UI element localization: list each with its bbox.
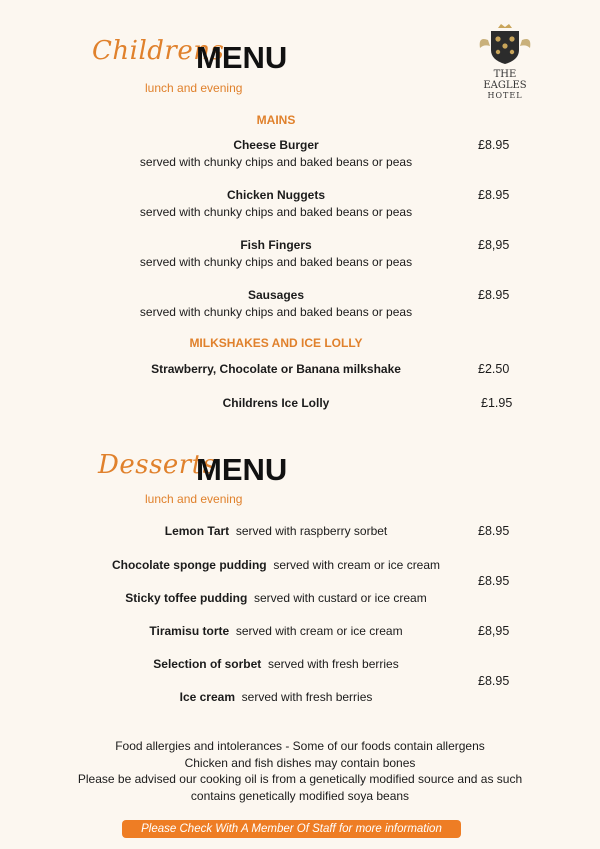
drink-item-name: Childrens Ice Lolly <box>222 396 330 410</box>
drink-item-price: £1.95 <box>481 396 513 410</box>
dessert-name: Selection of sorbet <box>153 657 262 671</box>
desserts-menu-title: MENU <box>196 452 288 487</box>
dessert-name: Lemon Tart <box>164 524 230 538</box>
allergen-line: Please be advised our cooking oil is from a genetically modified source and as such <box>77 772 523 786</box>
menu-item <box>120 138 432 169</box>
dessert-name: Ice cream <box>179 690 235 704</box>
dessert-desc: served with custard or ice cream <box>253 591 427 605</box>
drinks-heading: MILKSHAKES AND ICE LOLLY <box>189 336 363 350</box>
item-price: £8.95 <box>478 138 510 152</box>
childrens-script-title: Childrens <box>92 36 225 66</box>
allergen-notice <box>0 738 600 804</box>
dessert-desc: served with cream or ice cream <box>235 624 403 638</box>
allergen-line: Chicken and fish dishes may contain bones <box>184 755 416 770</box>
dessert-price: £8.95 <box>478 574 510 588</box>
childrens-menu-title: MENU <box>196 40 288 75</box>
childrens-subtitle: lunch and evening <box>145 81 243 95</box>
desserts-script-title: Desserts <box>98 450 217 480</box>
hotel-subtitle: HOTEL <box>487 91 523 100</box>
dessert-price: £8.95 <box>478 524 510 538</box>
drink-item-name: Strawberry, Chocolate or Banana milkshake <box>151 362 401 376</box>
item-name: Chicken Nuggets <box>226 188 325 202</box>
staff-info-banner: Please Check With A Member Of Staff for more information <box>122 820 461 838</box>
hotel-name: THE EAGLES <box>483 69 527 91</box>
dessert-item <box>60 657 492 671</box>
item-price: £8.95 <box>478 188 510 202</box>
dessert-desc: served with cream or ice cream <box>273 558 441 572</box>
menu-item <box>120 238 432 269</box>
item-price: £8.95 <box>478 288 510 302</box>
item-price: £8,95 <box>478 238 510 252</box>
drink-item-price: £2.50 <box>478 362 510 376</box>
dessert-name: Sticky toffee pudding <box>125 591 248 605</box>
dessert-name: Chocolate sponge pudding <box>111 558 267 572</box>
item-desc: served with chunky chips and baked beans or peas <box>139 305 413 319</box>
dessert-name: Tiramisu torte <box>149 624 230 638</box>
dessert-item <box>60 690 492 704</box>
allergen-line: contains genetically modified soya beans <box>190 788 410 803</box>
allergen-line: Food allergies and intolerances - Some of our foods contain allergens <box>115 739 485 753</box>
item-desc: served with chunky chips and baked beans or peas <box>139 205 413 219</box>
menu-item <box>120 288 432 319</box>
desserts-subtitle: lunch and evening <box>145 492 243 506</box>
dessert-item <box>60 624 492 638</box>
dessert-price: £8.95 <box>478 674 510 688</box>
dessert-price: £8,95 <box>478 624 510 638</box>
item-desc: served with chunky chips and baked beans or peas <box>139 155 413 169</box>
dessert-desc: served with fresh berries <box>241 690 373 704</box>
dessert-desc: served with fresh berries <box>267 657 399 671</box>
dessert-item <box>60 558 492 572</box>
menu-item <box>120 188 432 219</box>
mains-heading: MAINS <box>256 113 296 127</box>
item-name: Sausages <box>247 288 305 302</box>
item-name: Fish Fingers <box>240 238 312 252</box>
item-name: Cheese Burger <box>233 138 319 152</box>
hotel-logo <box>474 22 536 100</box>
dessert-desc: served with raspberry sorbet <box>235 524 388 538</box>
dessert-item <box>60 524 492 538</box>
dessert-item <box>60 591 492 605</box>
item-desc: served with chunky chips and baked beans or peas <box>139 255 413 269</box>
eagles-crest-icon <box>474 22 536 66</box>
